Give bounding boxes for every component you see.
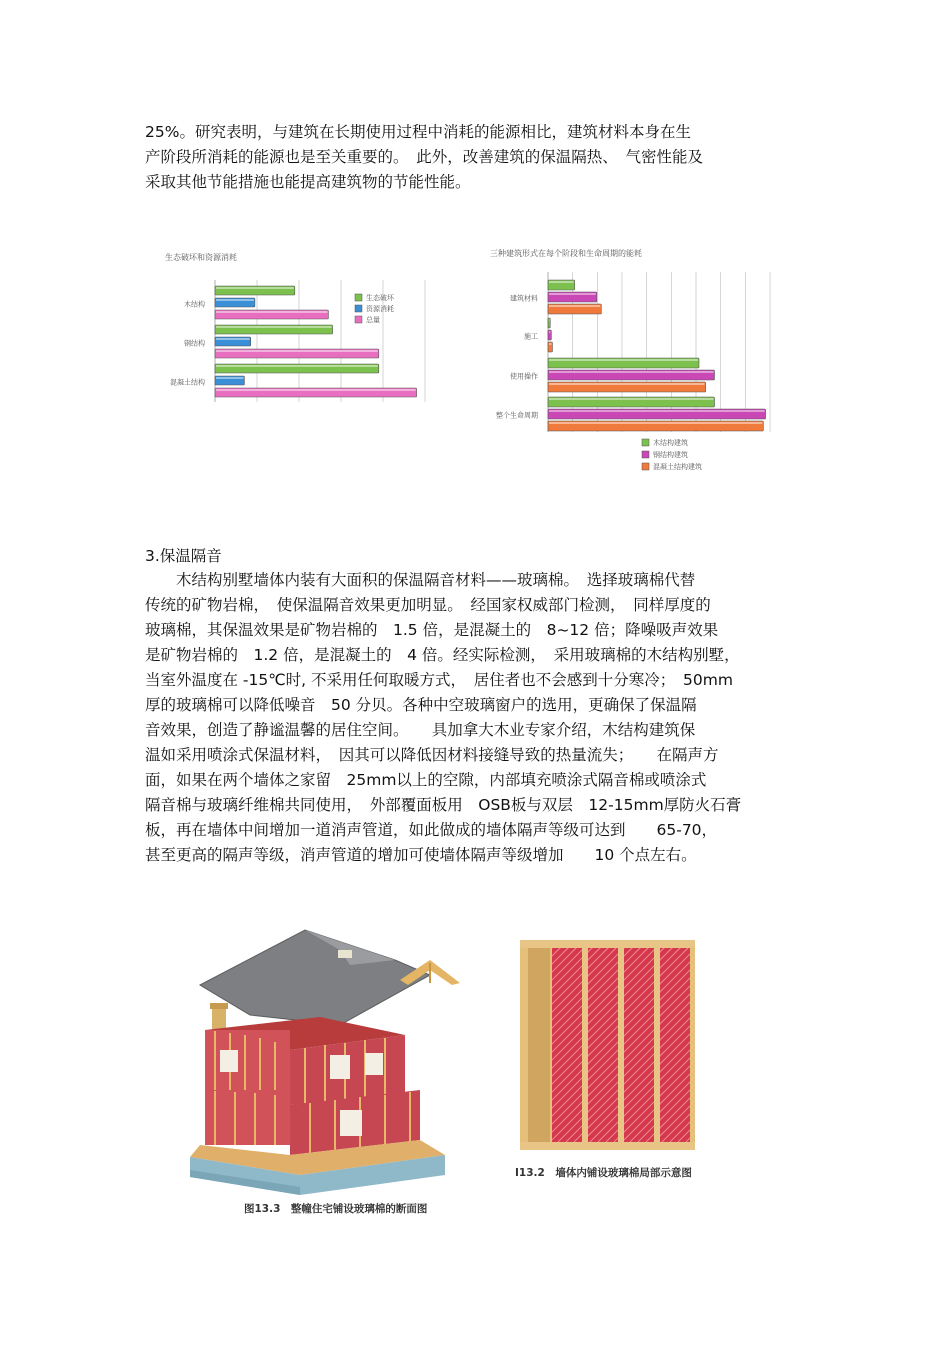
chart-energy-lifecycle-svg	[480, 240, 780, 480]
text-line: 采取其他节能措施也能提高建筑物的节能性能。	[145, 173, 471, 191]
bar-highlight	[216, 338, 250, 340]
category-label: 施工	[524, 332, 538, 341]
section-heading: 3.保温隔音	[145, 547, 222, 565]
category-label: 木结构	[184, 300, 205, 309]
category-label: 混凝土结构	[170, 378, 205, 387]
text-line: 隔音棉与玻璃纤维棉共同使用， 外部覆面板用 OSB板与双层 12-15mm厚防火石膏	[145, 796, 742, 814]
bar-highlight	[549, 331, 550, 333]
bar-highlight	[549, 281, 574, 283]
wall-figure-caption: I13.2 墙体内铺设玻璃棉局部示意图	[515, 1167, 692, 1179]
category-label: 整个生命周期	[496, 411, 538, 420]
bar-highlight	[216, 326, 332, 328]
bar-highlight	[549, 305, 600, 307]
bar-highlight	[549, 293, 596, 295]
text-line: 传统的矿物岩棉， 使保温隔音效果更加明显。 经国家权威部门检测， 同样厚度的	[145, 596, 711, 614]
category-label: 建筑材料	[510, 294, 538, 303]
intro-paragraph	[145, 120, 815, 195]
legend-swatch	[355, 294, 362, 301]
bar-highlight	[216, 287, 294, 289]
bar-highlight	[216, 311, 327, 313]
text-line: 音效果，创造了静谧温馨的居住空间。 具加拿大木业专家介绍，木结构建筑保	[145, 721, 696, 739]
chart-ecology-resources	[150, 240, 440, 420]
chart-title: 生态破坏和资源消耗	[165, 253, 237, 262]
text-line: 25%。研究表明，与建筑在长期使用过程中消耗的能源相比，建筑材料本身在生	[145, 123, 691, 141]
legend-label: 生态破坏	[366, 294, 394, 302]
text-line: 面，如果在两个墙体之家留 25mm以上的空隙，内部填充喷涂式隔音棉或喷涂式	[145, 771, 707, 789]
legend-swatch	[642, 439, 649, 446]
house-cutaway-illustration	[190, 925, 460, 1195]
legend-label: 混凝土结构建筑	[653, 463, 702, 471]
text-line: 板，再在墙体中间增加一道消声管道，如此做成的墙体隔声等级可达到 65-70，	[145, 821, 718, 839]
bar-highlight	[549, 343, 551, 345]
text-line: 木结构别墅墙体内装有大面积的保温隔音材料——玻璃棉。 选择玻璃棉代替	[145, 571, 696, 589]
chart-ecology-resources-svg	[150, 240, 440, 420]
category-label: 钢结构	[184, 339, 205, 348]
bar-highlight	[216, 389, 416, 391]
bar-highlight	[549, 410, 765, 412]
legend-swatch	[642, 451, 649, 458]
bar-highlight	[549, 371, 714, 373]
bar-highlight	[549, 422, 762, 424]
bar-highlight	[216, 377, 243, 379]
legend-label: 木结构建筑	[653, 439, 688, 447]
legend-swatch	[642, 463, 649, 470]
insulation-paragraph	[145, 568, 815, 868]
legend-swatch	[355, 316, 362, 323]
text-line: 玻璃棉，其保温效果是矿物岩棉的 1.5 倍，是混凝土的 8~12 倍；降噪吸声效果	[145, 621, 719, 639]
legend-label: 资源消耗	[366, 305, 394, 313]
chart-title: 三种建筑形式在每个阶段和生命周期的能耗	[490, 249, 642, 258]
legend-swatch	[355, 305, 362, 312]
bar-highlight	[216, 299, 254, 301]
bar-highlight	[549, 383, 705, 385]
text-line: 是矿物岩棉的 1.2 倍，是混凝土的 4 倍。经实际检测， 采用玻璃棉的木结构别墅，	[145, 646, 740, 664]
wall-insulation-illustration	[520, 940, 695, 1150]
bar-highlight	[549, 398, 714, 400]
text-line: 温如采用喷涂式保温材料， 因其可以降低因材料接缝导致的热量流失； 在隔声方	[145, 746, 719, 764]
bar-highlight	[216, 365, 378, 367]
bar-highlight	[549, 319, 550, 321]
legend-label: 总量	[366, 316, 380, 324]
bar-highlight	[216, 350, 378, 352]
text-line: 甚至更高的隔声等级，消声管道的增加可使墙体隔声等级增加 10 个点左右。	[145, 846, 697, 864]
bar-highlight	[549, 359, 698, 361]
house-figure-caption: 图13.3 整幢住宅铺设玻璃棉的断面图	[244, 1203, 428, 1215]
chart-energy-lifecycle	[480, 240, 780, 480]
category-label: 使用操作	[510, 372, 538, 381]
text-line: 厚的玻璃棉可以降低噪音 50 分贝。各种中空玻璃窗户的选用，更确保了保温隔	[145, 696, 697, 714]
text-line: 产阶段所消耗的能源也是至关重要的。 此外，改善建筑的保温隔热、 气密性能及	[145, 148, 704, 166]
text-line: 当室外温度在 -15℃时, 不采用任何取暖方式， 居住者也不会感到十分寒冷； 50mm	[145, 671, 733, 689]
legend-label: 钢结构建筑	[653, 451, 688, 459]
